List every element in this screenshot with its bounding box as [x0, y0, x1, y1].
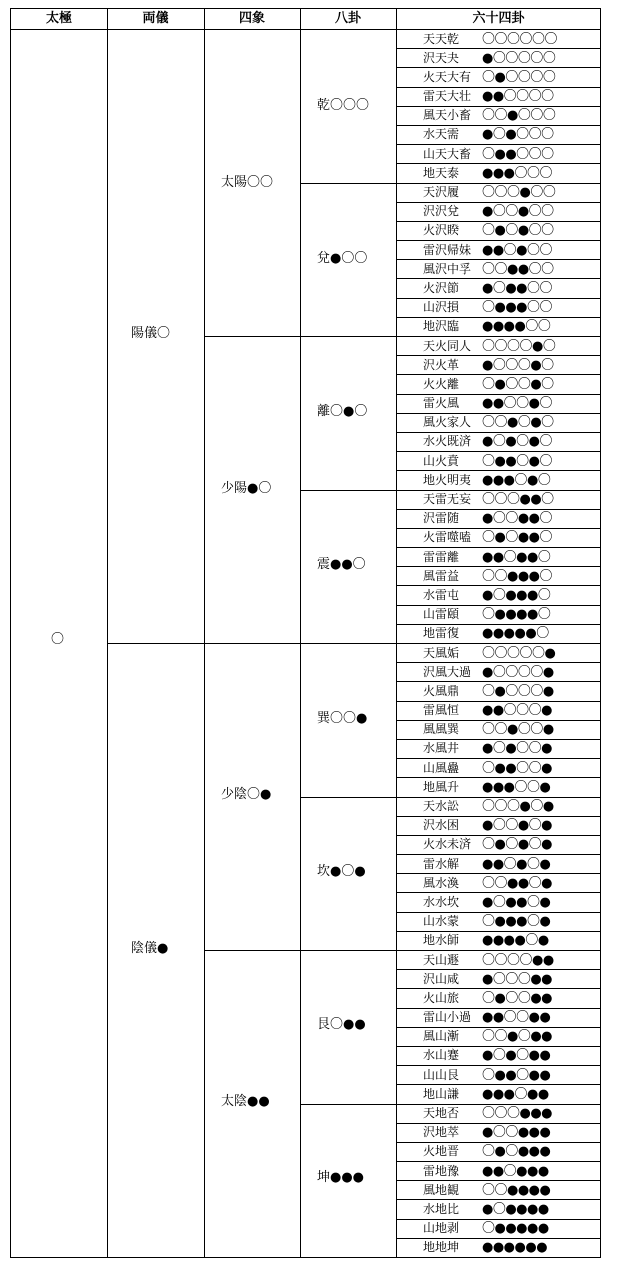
hexagram-pattern: ●〇●〇〇〇	[482, 127, 554, 143]
hexagram-name: 地風升	[423, 779, 460, 794]
hexagram-name: 雷雷離	[423, 549, 460, 564]
hexagram-pattern: ●〇●●●●	[482, 1201, 549, 1217]
hexagram-pattern: ●●●〇●●	[482, 1086, 549, 1102]
hexagram-name: 火沢睽	[423, 223, 460, 238]
hexagram-pattern: 〇●〇●●〇	[482, 530, 553, 546]
hexagram-pattern: 〇●●●〇〇	[482, 300, 553, 316]
hexagram-name: 沢地萃	[423, 1125, 460, 1140]
hexagram-pattern: 〇〇●〇〇〇	[482, 108, 556, 124]
hakke-ken: 乾〇〇〇	[317, 98, 370, 113]
hexagram-name: 水火既済	[423, 434, 472, 449]
hexagram-pattern: ●〇〇〇〇●	[482, 664, 554, 680]
hexagram-name: 地山謙	[423, 1086, 460, 1101]
hexagram-pattern: 〇●●〇〇●	[482, 760, 553, 776]
hexagram-pattern: ●〇●●〇〇	[482, 280, 553, 296]
hexagram-name: 風火家人	[423, 415, 472, 430]
hexagram-name: 火火離	[423, 376, 460, 391]
hexagram-name: 沢雷随	[423, 511, 460, 526]
hexagram-pattern: ●●●●●〇	[482, 626, 549, 642]
hexagram-pattern: ●〇●●●〇	[482, 587, 551, 603]
hexagram-pattern: 〇〇〇●●〇	[482, 492, 554, 507]
hexagram-pattern: ●〇〇●〇〇	[482, 204, 554, 220]
hexagram-pattern: 〇●●〇〇〇	[482, 146, 554, 162]
hexagram-pattern: ●〇●●〇●	[482, 894, 551, 910]
hexagram-name: 山風蠱	[423, 760, 460, 775]
hexagram-pattern: ●●〇●●〇	[482, 549, 551, 565]
hexagram-name: 風沢中孚	[423, 261, 472, 276]
hexagram-name: 雷山小過	[423, 1010, 472, 1025]
hexagram-name: 山山艮	[423, 1067, 460, 1082]
hexagram-name: 水雷屯	[423, 587, 460, 602]
hexagram-name: 火水未済	[423, 837, 472, 852]
hexagram-name: 水地比	[423, 1201, 460, 1216]
hexagram-name: 地地坤	[423, 1240, 460, 1255]
hexagram-pattern: ●●〇●〇〇	[482, 242, 553, 258]
hexagram-pattern: 〇〇〇〇●〇	[482, 338, 556, 354]
hexagram-pattern: ●〇●〇●〇	[482, 434, 553, 450]
hexagram-pattern: ●●●〇●〇	[482, 472, 551, 488]
hexagram-name: 山地剥	[423, 1221, 460, 1236]
hexagram-pattern: 〇●●●●〇	[482, 607, 551, 623]
header-shisho: 四象	[238, 11, 265, 26]
hexagram-name: 火沢節	[423, 280, 460, 295]
hexagram-name: 雷火風	[423, 396, 460, 411]
hexagram-pattern: ●●●〇〇〇	[482, 165, 553, 181]
hexagram-name: 地沢臨	[423, 319, 460, 334]
hakke-son: 巽〇〇●	[317, 711, 368, 726]
hexagram-pattern: ●●〇〇●〇	[482, 396, 553, 412]
hexagram-pattern: 〇〇〇〇〇〇	[482, 31, 558, 47]
hexagram-name: 天天乾	[423, 31, 460, 46]
hexagram-pattern: 〇●〇〇〇〇	[482, 69, 556, 85]
hexagram-pattern: ●●〇〇〇●	[482, 703, 553, 719]
table-top-border	[10, 8, 601, 9]
hexagram-pattern: 〇●〇〇●●	[482, 990, 553, 1006]
hexagram-pattern: ●〇●〇●●	[482, 1048, 551, 1064]
hexagram-pattern: 〇〇●●●〇	[482, 568, 553, 584]
column-divider	[600, 8, 601, 1258]
hexagram-pattern: ●〇〇〇●●	[482, 971, 553, 987]
hexagram-name: 山雷頤	[423, 607, 460, 622]
hexagram-pattern: 〇〇〇●●●	[482, 1106, 553, 1121]
hakke-kon: 坤●●●	[317, 1170, 365, 1185]
column-divider	[300, 8, 301, 1258]
shisho-taiin: 太陰●●	[221, 1094, 270, 1109]
hexagram-name: 山天大畜	[423, 146, 472, 161]
column-divider	[396, 8, 397, 1258]
hexagram-pattern: 〇〇〇〇〇●	[482, 645, 556, 661]
hexagram-name: 水風井	[423, 741, 460, 756]
shisho-taiyo: 太陽〇〇	[221, 175, 274, 190]
shisho-shoyo: 少陽●〇	[221, 481, 272, 496]
hexagram-name: 雷地豫	[423, 1163, 460, 1178]
hexagram-name: 天山遯	[423, 952, 460, 967]
hexagram-pattern: ●●〇●〇●	[482, 856, 551, 872]
hakke-da: 兌●〇〇	[317, 251, 368, 266]
hexagram-name: 火風鼎	[423, 683, 460, 698]
hexagram-pattern: ●●〇〇〇〇	[482, 89, 554, 105]
hexagram-pattern: ●〇〇〇〇〇	[482, 50, 556, 66]
hexagram-pattern: 〇●●●●●	[482, 1221, 549, 1237]
hexagram-pattern: 〇●●〇●〇	[482, 453, 553, 469]
hexagram-pattern: ●●●●●●	[482, 1240, 548, 1256]
hexagram-pattern: 〇●〇〇●〇	[482, 376, 554, 392]
hexagram-pattern: ●〇●〇〇●	[482, 741, 553, 757]
hexagram-pattern: ●●●〇〇●	[482, 779, 551, 795]
hexagram-pattern: ●●〇●●●	[482, 1163, 549, 1179]
hexagram-name: 火天大有	[423, 69, 472, 84]
hexagram-pattern: ●●●●〇●	[482, 933, 549, 949]
hakke-shin: 震●●〇	[317, 557, 366, 572]
hexagram-pattern: 〇〇●●●●	[482, 1182, 551, 1198]
hexagram-name: 沢水困	[423, 818, 460, 833]
hexagram-pattern: 〇●●〇●●	[482, 1067, 551, 1083]
hexagram-name: 天風姤	[423, 645, 460, 660]
ryogi-yin: 陰儀●	[131, 941, 169, 956]
hexagram-name: 地天泰	[423, 165, 460, 180]
header-taikyoku: 太極	[45, 11, 72, 26]
hexagram-pattern: 〇〇●〇〇●	[482, 722, 554, 738]
column-divider	[107, 8, 108, 1258]
hexagram-name: 山沢損	[423, 300, 460, 315]
hexagram-name: 沢山咸	[423, 971, 460, 986]
hexagram-name: 沢風大過	[423, 664, 472, 679]
hexagram-name: 地雷復	[423, 626, 460, 641]
hexagram-name: 水山蹇	[423, 1048, 460, 1063]
hexagram-name: 地火明夷	[423, 472, 472, 487]
hexagram-pattern: 〇〇〇●〇●	[482, 799, 554, 814]
column-divider	[204, 8, 205, 1258]
hexagram-pattern: ●●●●〇〇	[482, 319, 551, 335]
hexagram-name: 沢天夬	[423, 50, 460, 65]
hexagram-pattern: 〇●〇●〇〇	[482, 223, 554, 239]
column-divider	[10, 8, 11, 1258]
ryogi-yang: 陽儀〇	[131, 326, 171, 341]
hexagram-pattern: 〇〇●●〇〇	[482, 261, 554, 277]
hexagram-pattern: 〇〇●〇●〇	[482, 415, 554, 431]
hexagram-name: 風地観	[423, 1182, 460, 1197]
taikyoku-cell: 〇	[51, 632, 65, 647]
hexagram-name: 雷水解	[423, 856, 460, 871]
hexagram-pattern: 〇〇●〇●●	[482, 1029, 553, 1045]
header-ryogi: 両儀	[142, 11, 169, 26]
hexagram-pattern: 〇〇〇〇●●	[482, 952, 554, 968]
hexagram-name: 山水蒙	[423, 914, 460, 929]
hexagram-name: 風水渙	[423, 875, 460, 890]
shisho-shoin: 少陰〇●	[221, 787, 272, 802]
hexagram-name: 雷風恒	[423, 703, 460, 718]
header-hakke: 八卦	[334, 11, 361, 26]
hexagram-name: 火雷噬嗑	[423, 530, 472, 545]
hakke-ri: 離〇●〇	[317, 404, 368, 419]
header-rokujuyonke: 六十四卦	[472, 11, 525, 26]
hexagram-name: 天水訟	[423, 799, 460, 813]
hexagram-name: 風山漸	[423, 1029, 460, 1044]
hexagram-pattern: ●〇〇●●●	[482, 1125, 551, 1141]
hexagram-pattern: 〇●●●〇●	[482, 914, 551, 930]
hakke-kan: 坎●〇●	[317, 864, 366, 879]
hexagram-name: 火地晋	[423, 1144, 460, 1159]
hexagram-name: 火山旅	[423, 990, 460, 1005]
hexagram-name: 天地否	[423, 1106, 460, 1120]
hexagram-name: 風天小畜	[423, 108, 472, 123]
hexagram-pattern: 〇●〇〇〇●	[482, 683, 554, 699]
hexagram-name: 山火賁	[423, 453, 460, 468]
hexagram-name: 沢沢兌	[423, 204, 460, 219]
hexagram-name: 水天需	[423, 127, 460, 142]
hexagram-pattern: 〇〇●●〇●	[482, 875, 553, 891]
hexagram-pattern: 〇●〇●●●	[482, 1144, 551, 1160]
hexagram-name: 雷天大壮	[423, 89, 472, 104]
hexagram-name: 天火同人	[423, 338, 472, 353]
hexagram-pattern: ●●〇〇●●	[482, 1010, 551, 1026]
hexagram-name: 沢火革	[423, 357, 460, 372]
hexagram-name: 地水師	[423, 933, 460, 948]
hexagram-name: 水水坎	[423, 894, 460, 909]
hexagram-name: 風雷益	[423, 568, 460, 583]
hakke-gon: 艮〇●●	[317, 1017, 366, 1032]
hexagram-name: 風風巽	[423, 722, 460, 737]
hexagram-pattern: ●〇〇〇●〇	[482, 357, 554, 373]
hexagram-pattern: 〇〇〇●〇〇	[482, 185, 556, 200]
hexagram-name: 雷沢帰妹	[423, 242, 472, 257]
hexagram-name: 天沢履	[423, 185, 460, 199]
hexagram-pattern: 〇●〇●〇●	[482, 837, 553, 853]
hexagram-name: 天雷无妄	[423, 492, 472, 506]
hexagram-pattern: ●〇〇●●〇	[482, 511, 553, 527]
hexagram-pattern: ●〇〇●〇●	[482, 818, 553, 834]
